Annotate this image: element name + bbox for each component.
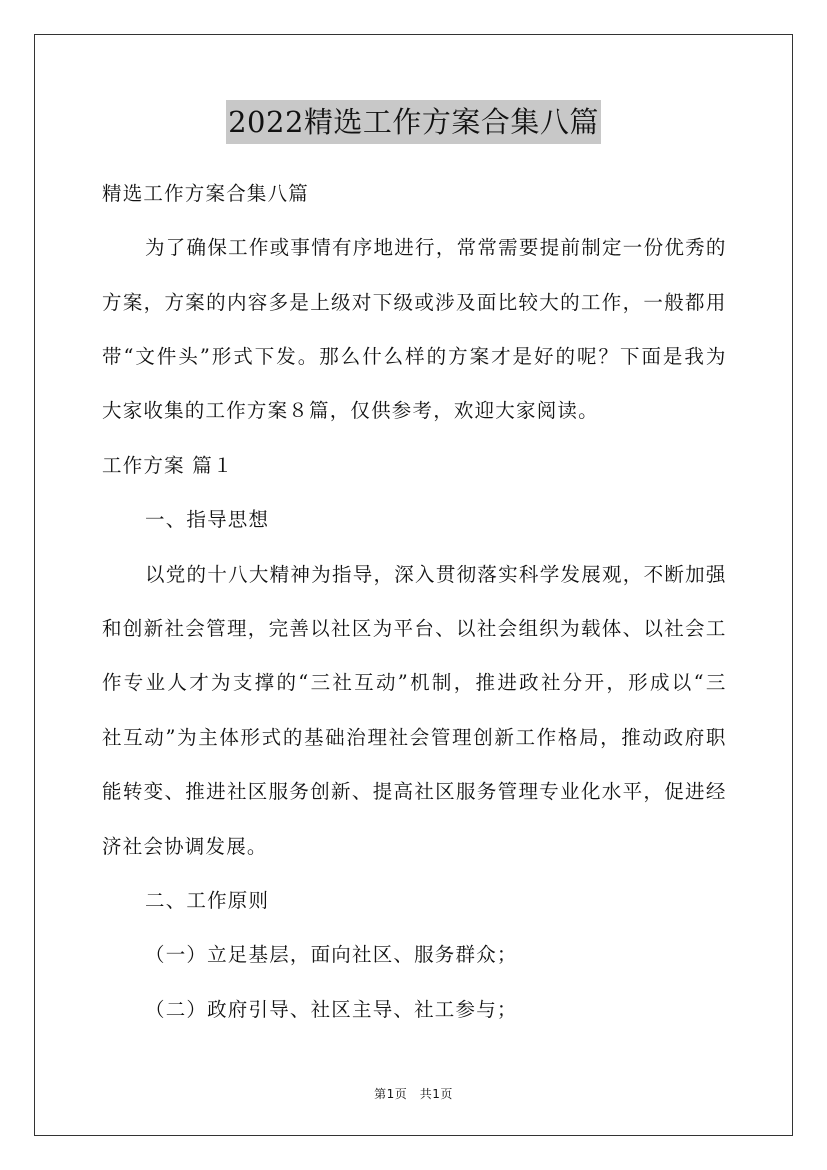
paragraph-line: 大家收集的工作方案８篇，仅供参考，欢迎大家阅读。 <box>102 399 599 422</box>
paragraph-line: 作专业人才为支撑的“三社互动”机制，推进政社分开，形成以“三 <box>102 671 726 694</box>
paragraph-line: 方案，方案的内容多是上级对下级或涉及面比较大的工作，一般都用 <box>102 291 726 314</box>
document-title-wrapper <box>0 100 827 144</box>
section-heading: 工作方案 篇１ <box>102 454 234 477</box>
list-item: （一）立足基层，面向社区、服务群众； <box>145 943 518 966</box>
subsection-heading: 二、工作原则 <box>145 889 270 912</box>
paragraph-line: 带“文件头”形式下发。那么什么样的方案才是好的呢？下面是我为 <box>102 345 726 368</box>
paragraph-line: 能转变、推进社区服务创新、提高社区服务管理专业化水平，促进经 <box>102 780 726 803</box>
subtitle-line: 精选工作方案合集八篇 <box>102 182 310 205</box>
document-title: 2022精选工作方案合集八篇 <box>226 100 601 144</box>
paragraph-line: 和创新社会管理，完善以社区为平台、以社会组织为载体、以社会工 <box>102 617 726 640</box>
paragraph-line: 以党的十八大精神为指导，深入贯彻落实科学发展观，不断加强 <box>145 563 726 586</box>
page-footer: 第1页 共1页 <box>374 1087 453 1101</box>
list-item: （二）政府引导、社区主导、社工参与； <box>145 998 518 1021</box>
paragraph-line: 为了确保工作或事情有序地进行，常常需要提前制定一份优秀的 <box>145 236 726 259</box>
paragraph-line: 济社会协调发展。 <box>102 835 268 858</box>
subsection-heading: 一、指导思想 <box>145 508 270 531</box>
paragraph-line: 社互动”为主体形式的基础治理社会管理创新工作格局，推动政府职 <box>102 726 726 749</box>
